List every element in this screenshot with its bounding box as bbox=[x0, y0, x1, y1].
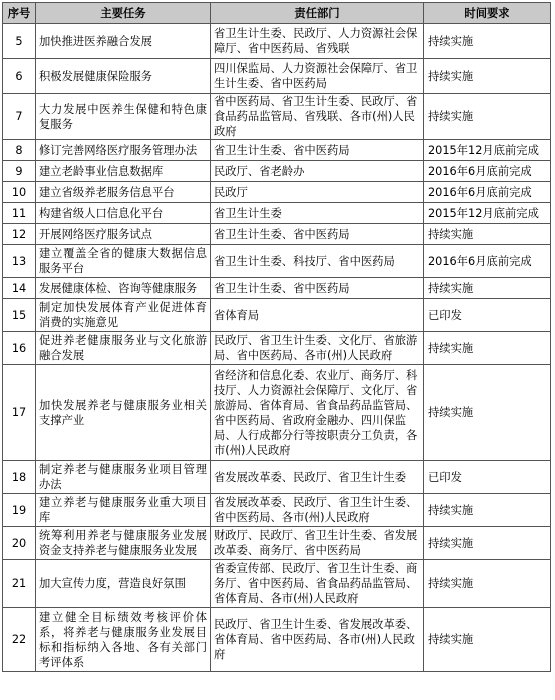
row-dept: 省发展改革委、民政厅、省卫生计生委 bbox=[211, 461, 424, 494]
row-no: 22 bbox=[3, 608, 36, 672]
row-task: 建立覆盖全省的健康大数据信息服务平台 bbox=[36, 245, 211, 278]
row-task: 统筹利用养老与健康服务业发展资金支持养老与健康服务业发展 bbox=[36, 527, 211, 560]
row-task: 建立省级养老服务信息平台 bbox=[36, 182, 211, 203]
table-row bbox=[3, 365, 551, 461]
row-no: 17 bbox=[3, 365, 36, 461]
row-task: 建立健全目标绩效考核评价体系，将养老与健康服务业发展目标和指标纳入各地、各有关部门考评体系 bbox=[36, 608, 211, 672]
row-time: 持续实施 bbox=[424, 332, 551, 365]
row-time: 2015年12月底前完成 bbox=[424, 140, 551, 161]
row-time: 持续实施 bbox=[424, 278, 551, 299]
row-time: 2016年6月底前完成 bbox=[424, 182, 551, 203]
table-row bbox=[3, 24, 551, 59]
task-table bbox=[2, 2, 551, 672]
row-task: 建立养老与健康服务业重大项目库 bbox=[36, 494, 211, 527]
row-no: 13 bbox=[3, 245, 36, 278]
row-no: 6 bbox=[3, 59, 36, 94]
row-task: 加快推进医养融合发展 bbox=[36, 24, 211, 59]
table-row bbox=[3, 203, 551, 224]
row-dept: 省卫生计生委、民政厅、人力资源社会保障厅、省中医药局、省残联 bbox=[211, 24, 424, 59]
row-time: 2015年12月底前完成 bbox=[424, 203, 551, 224]
row-dept: 省经济和信息化委、农业厅、商务厅、科技厅、人力资源社会保障厅、文化厅、省旅游局、省体育局、省食品药品监管局、省中医药局、省政府金融办、四川保监局、人行成都分行等按职责分工负责，各市(州)人民政府 bbox=[211, 365, 424, 461]
row-dept: 省卫生计生委、省中医药局 bbox=[211, 278, 424, 299]
row-no: 19 bbox=[3, 494, 36, 527]
row-no: 7 bbox=[3, 94, 36, 140]
row-task: 开展网络医疗服务试点 bbox=[36, 224, 211, 245]
row-no: 21 bbox=[3, 560, 36, 608]
row-dept: 财政厅、民政厅、省卫生计生委、省发展改革委、商务厅、省中医药局 bbox=[211, 527, 424, 560]
row-task: 修订完善网络医疗服务管理办法 bbox=[36, 140, 211, 161]
row-time: 持续实施 bbox=[424, 24, 551, 59]
table-row bbox=[3, 94, 551, 140]
row-no: 9 bbox=[3, 161, 36, 182]
table-header-row bbox=[3, 3, 551, 24]
row-time: 持续实施 bbox=[424, 494, 551, 527]
row-task: 加快发展养老与健康服务业相关支撑产业 bbox=[36, 365, 211, 461]
row-no: 20 bbox=[3, 527, 36, 560]
row-dept: 民政厅、省老龄办 bbox=[211, 161, 424, 182]
table-row bbox=[3, 608, 551, 672]
row-task: 大力发展中医养生保健和特色康复服务 bbox=[36, 94, 211, 140]
header-dept: 责任部门 bbox=[211, 3, 424, 24]
table-row bbox=[3, 461, 551, 494]
row-no: 5 bbox=[3, 24, 36, 59]
task-table-container bbox=[2, 2, 551, 672]
row-task: 加大宣传力度，营造良好氛围 bbox=[36, 560, 211, 608]
row-time: 持续实施 bbox=[424, 527, 551, 560]
row-time: 持续实施 bbox=[424, 560, 551, 608]
row-dept: 省发展改革委、民政厅、省卫生计生委、省中医药局、各市(州)人民政府 bbox=[211, 494, 424, 527]
row-no: 11 bbox=[3, 203, 36, 224]
row-dept: 省卫生计生委、省中医药局 bbox=[211, 140, 424, 161]
row-task: 建立老龄事业信息数据库 bbox=[36, 161, 211, 182]
table-row bbox=[3, 245, 551, 278]
header-no: 序号 bbox=[3, 3, 36, 24]
table-row bbox=[3, 299, 551, 332]
row-time: 持续实施 bbox=[424, 94, 551, 140]
row-task: 制定养老与健康服务业项目管理办法 bbox=[36, 461, 211, 494]
row-dept: 民政厅、省卫生计生委、文化厅、省旅游局、省中医药局、各市(州)人民政府 bbox=[211, 332, 424, 365]
row-no: 12 bbox=[3, 224, 36, 245]
row-time: 持续实施 bbox=[424, 224, 551, 245]
row-time: 持续实施 bbox=[424, 608, 551, 672]
table-row bbox=[3, 527, 551, 560]
row-task: 构建省级人口信息化平台 bbox=[36, 203, 211, 224]
table-row bbox=[3, 278, 551, 299]
table-row bbox=[3, 494, 551, 527]
row-time: 已印发 bbox=[424, 461, 551, 494]
row-time: 持续实施 bbox=[424, 365, 551, 461]
row-dept: 四川保监局、人力资源社会保障厅、省卫生计生委、省中医药局 bbox=[211, 59, 424, 94]
row-dept: 民政厅、省卫生计生委、省发展改革委、省体育局、省中医药局、各市(州)人民政府 bbox=[211, 608, 424, 672]
table-row bbox=[3, 332, 551, 365]
table-row bbox=[3, 140, 551, 161]
row-dept: 省卫生计生委 bbox=[211, 203, 424, 224]
row-no: 8 bbox=[3, 140, 36, 161]
table-row bbox=[3, 182, 551, 203]
table-row bbox=[3, 161, 551, 182]
row-no: 15 bbox=[3, 299, 36, 332]
row-task: 发展健康体检、咨询等健康服务 bbox=[36, 278, 211, 299]
row-no: 10 bbox=[3, 182, 36, 203]
row-task: 积极发展健康保险服务 bbox=[36, 59, 211, 94]
row-dept: 省体育局 bbox=[211, 299, 424, 332]
row-no: 16 bbox=[3, 332, 36, 365]
table-row bbox=[3, 224, 551, 245]
row-time: 已印发 bbox=[424, 299, 551, 332]
row-time: 2016年6月底前完成 bbox=[424, 245, 551, 278]
row-dept: 民政厅 bbox=[211, 182, 424, 203]
table-row bbox=[3, 59, 551, 94]
header-task: 主要任务 bbox=[36, 3, 211, 24]
row-dept: 省卫生计生委、科技厅、省中医药局 bbox=[211, 245, 424, 278]
row-dept: 省卫生计生委、省中医药局 bbox=[211, 224, 424, 245]
row-no: 14 bbox=[3, 278, 36, 299]
row-dept: 省中医药局、省卫生计生委、民政厅、省食品药品监管局、省残联、各市(州)人民政府 bbox=[211, 94, 424, 140]
table-row bbox=[3, 560, 551, 608]
row-task: 制定加快发展体育产业促进体育消费的实施意见 bbox=[36, 299, 211, 332]
header-time: 时间要求 bbox=[424, 3, 551, 24]
row-no: 18 bbox=[3, 461, 36, 494]
row-time: 2016年6月底前完成 bbox=[424, 161, 551, 182]
row-dept: 省委宣传部、民政厅、省卫生计生委、商务厅、省中医药局、省食品药品监管局、省体育局、各市(州)人民政府 bbox=[211, 560, 424, 608]
row-time: 持续实施 bbox=[424, 59, 551, 94]
row-task: 促进养老健康服务业与文化旅游融合发展 bbox=[36, 332, 211, 365]
